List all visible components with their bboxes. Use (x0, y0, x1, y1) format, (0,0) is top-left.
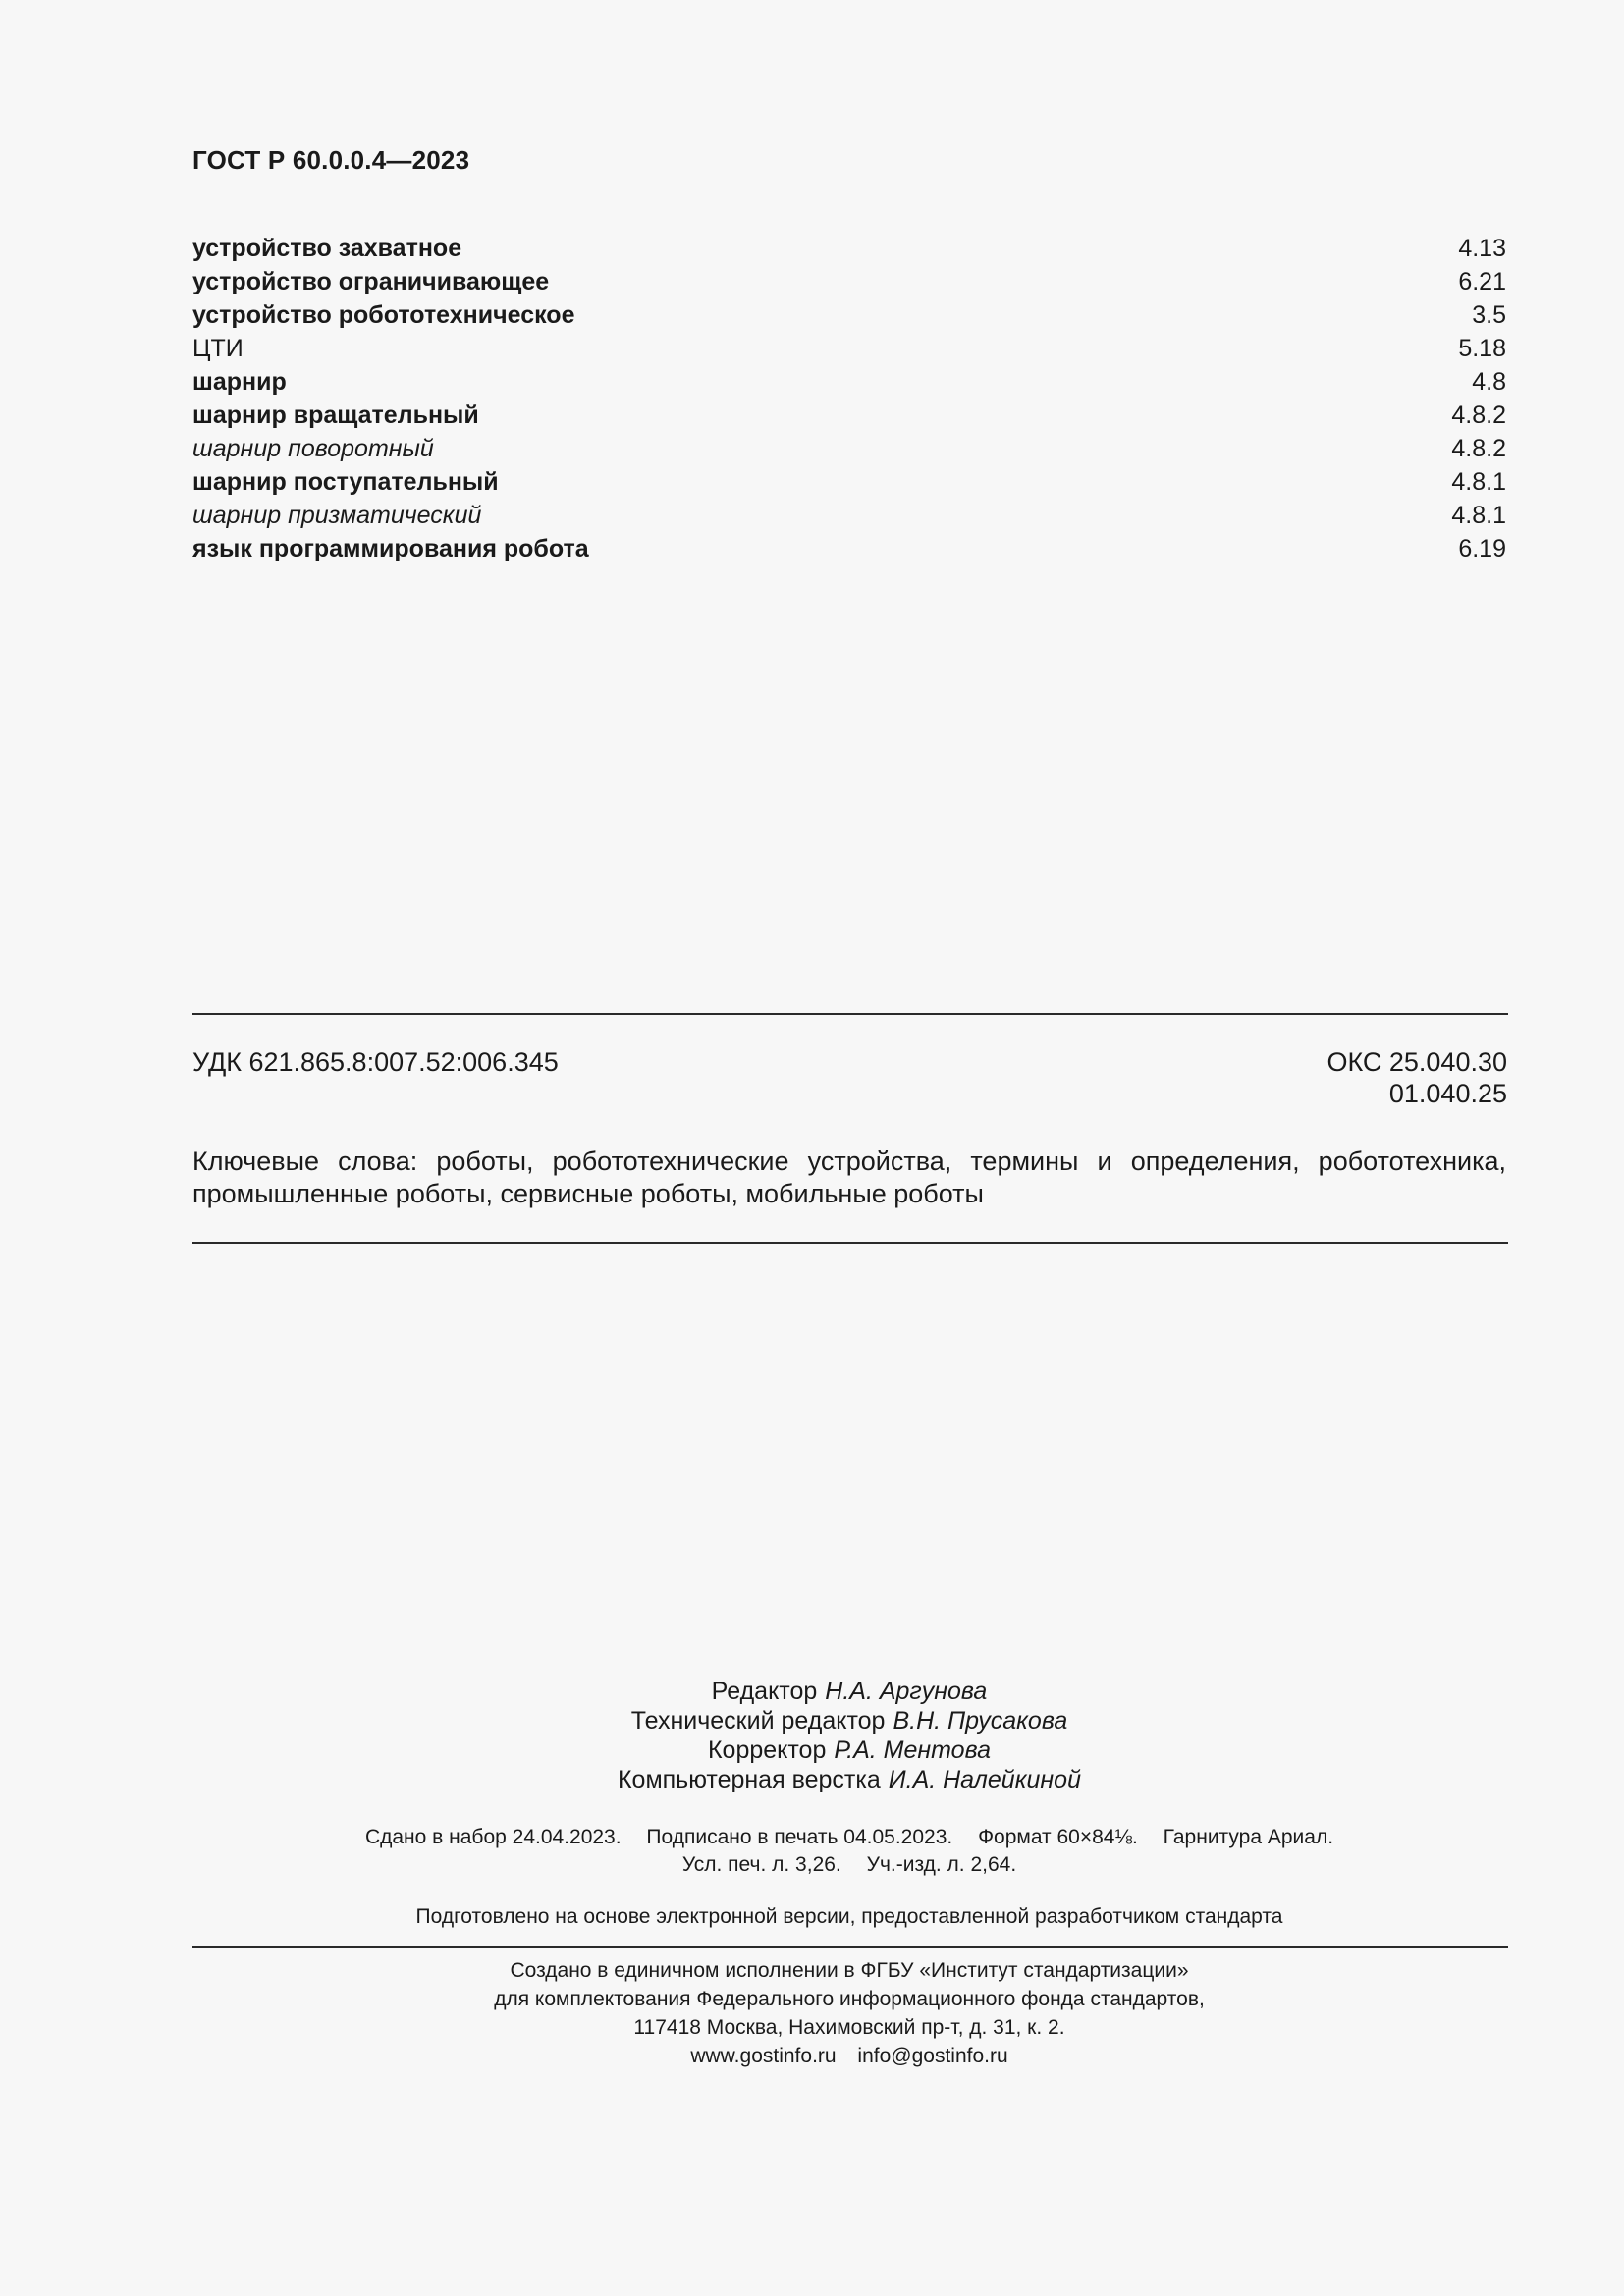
index-row (192, 298, 1506, 332)
imprint-line-2 (192, 1851, 1506, 1879)
publisher-contacts (192, 2042, 1506, 2070)
index-term: устройство робототехническое (192, 301, 575, 329)
credit-line (192, 1706, 1506, 1735)
imprint-typeface: Гарнитура Ариал. (1163, 1826, 1334, 1848)
credit-role: Корректор (707, 1736, 827, 1764)
credit-name: В.Н. Прусакова (893, 1707, 1068, 1735)
index-term: шарнир поступательный (192, 468, 499, 496)
index-row (192, 332, 1506, 365)
imprint-submitted: Сдано в набор 24.04.2023. (364, 1826, 622, 1848)
imprint-block (192, 1824, 1506, 1879)
index-term: шарнир поворотный (192, 435, 434, 462)
divider-bottom (192, 1946, 1508, 1948)
publisher-line-1: Создано в единичном исполнении в ФГБУ «Институт стандартизации» (510, 1959, 1189, 1982)
publisher-line-3: 117418 Москва, Нахимовский пр-т, д. 31, к. 2. (633, 2016, 1065, 2039)
index-term: шарнир призматический (192, 502, 482, 529)
udk-code: УДК 621.865.8:007.52:006.345 (192, 1047, 559, 1077)
index-term: шарнир вращательный (192, 401, 479, 429)
index-row (192, 465, 1506, 499)
credit-name: Р.А. Ментова (834, 1736, 991, 1764)
website-link[interactable]: www.gostinfo.ru (690, 2045, 837, 2067)
index-row (192, 399, 1506, 432)
keywords-paragraph: Ключевые слова: роботы, робототехнические устройства, термины и определения, робототехника, промышленные роботы, сервисные роботы, мобильные роботы (192, 1147, 1506, 1208)
index-term: шарнир (192, 368, 287, 396)
divider-top (192, 1013, 1508, 1015)
index-row (192, 265, 1506, 298)
credit-role: Редактор (711, 1678, 818, 1705)
index-ref: 4.8 (1472, 368, 1506, 396)
imprint-line-1 (192, 1824, 1506, 1851)
credit-role: Компьютерная верстка (617, 1766, 881, 1793)
index-ref: 6.21 (1458, 268, 1506, 295)
imprint-format: Формат 60×84⅛. (978, 1826, 1138, 1848)
index-ref: 3.5 (1472, 301, 1506, 329)
document-code: ГОСТ Р 60.0.0.4—2023 (192, 145, 470, 175)
index-ref: 4.8.1 (1451, 468, 1506, 496)
index-ref: 4.13 (1458, 235, 1506, 262)
index-row (192, 499, 1506, 532)
editorial-credits (192, 1677, 1506, 1794)
index-row (192, 432, 1506, 465)
credit-line (192, 1765, 1506, 1794)
index-ref: 5.18 (1458, 335, 1506, 362)
term-index-list (192, 232, 1506, 565)
index-ref: 4.8.1 (1451, 502, 1506, 529)
index-row (192, 232, 1506, 265)
credit-line (192, 1735, 1506, 1765)
index-ref: 4.8.2 (1451, 435, 1506, 462)
index-ref: 6.19 (1458, 535, 1506, 562)
email-link[interactable]: info@gostinfo.ru (857, 2045, 1008, 2067)
prepared-note: Подготовлено на основе электронной версии, предоставленной разработчиком стандарта (415, 1905, 1283, 1928)
imprint-print-sheets: Усл. печ. л. 3,26. (681, 1853, 841, 1876)
index-row (192, 532, 1506, 565)
index-term: ЦТИ (192, 335, 244, 362)
imprint-pub-sheets: Уч.-изд. л. 2,64. (866, 1853, 1017, 1876)
oks-code-secondary: 01.040.25 (1388, 1079, 1507, 1108)
imprint-signed: Подписано в печать 04.05.2023. (646, 1826, 953, 1848)
credit-name: И.А. Налейкиной (888, 1766, 1081, 1793)
index-row (192, 365, 1506, 399)
index-term: устройство захватное (192, 235, 462, 262)
credit-name: Н.А. Аргунова (825, 1678, 988, 1705)
publisher-block (192, 1956, 1506, 2070)
credit-line (192, 1677, 1506, 1706)
divider-middle (192, 1242, 1508, 1244)
oks-codes (1326, 1046, 1507, 1109)
index-ref: 4.8.2 (1451, 401, 1506, 429)
index-term: устройство ограничивающее (192, 268, 550, 295)
index-term: язык программирования робота (192, 535, 589, 562)
credit-role: Технический редактор (630, 1707, 886, 1735)
oks-code-primary: ОКС 25.040.30 (1326, 1047, 1507, 1077)
publisher-line-2: для комплектования Федерального информационного фонда стандартов, (494, 1988, 1205, 2010)
